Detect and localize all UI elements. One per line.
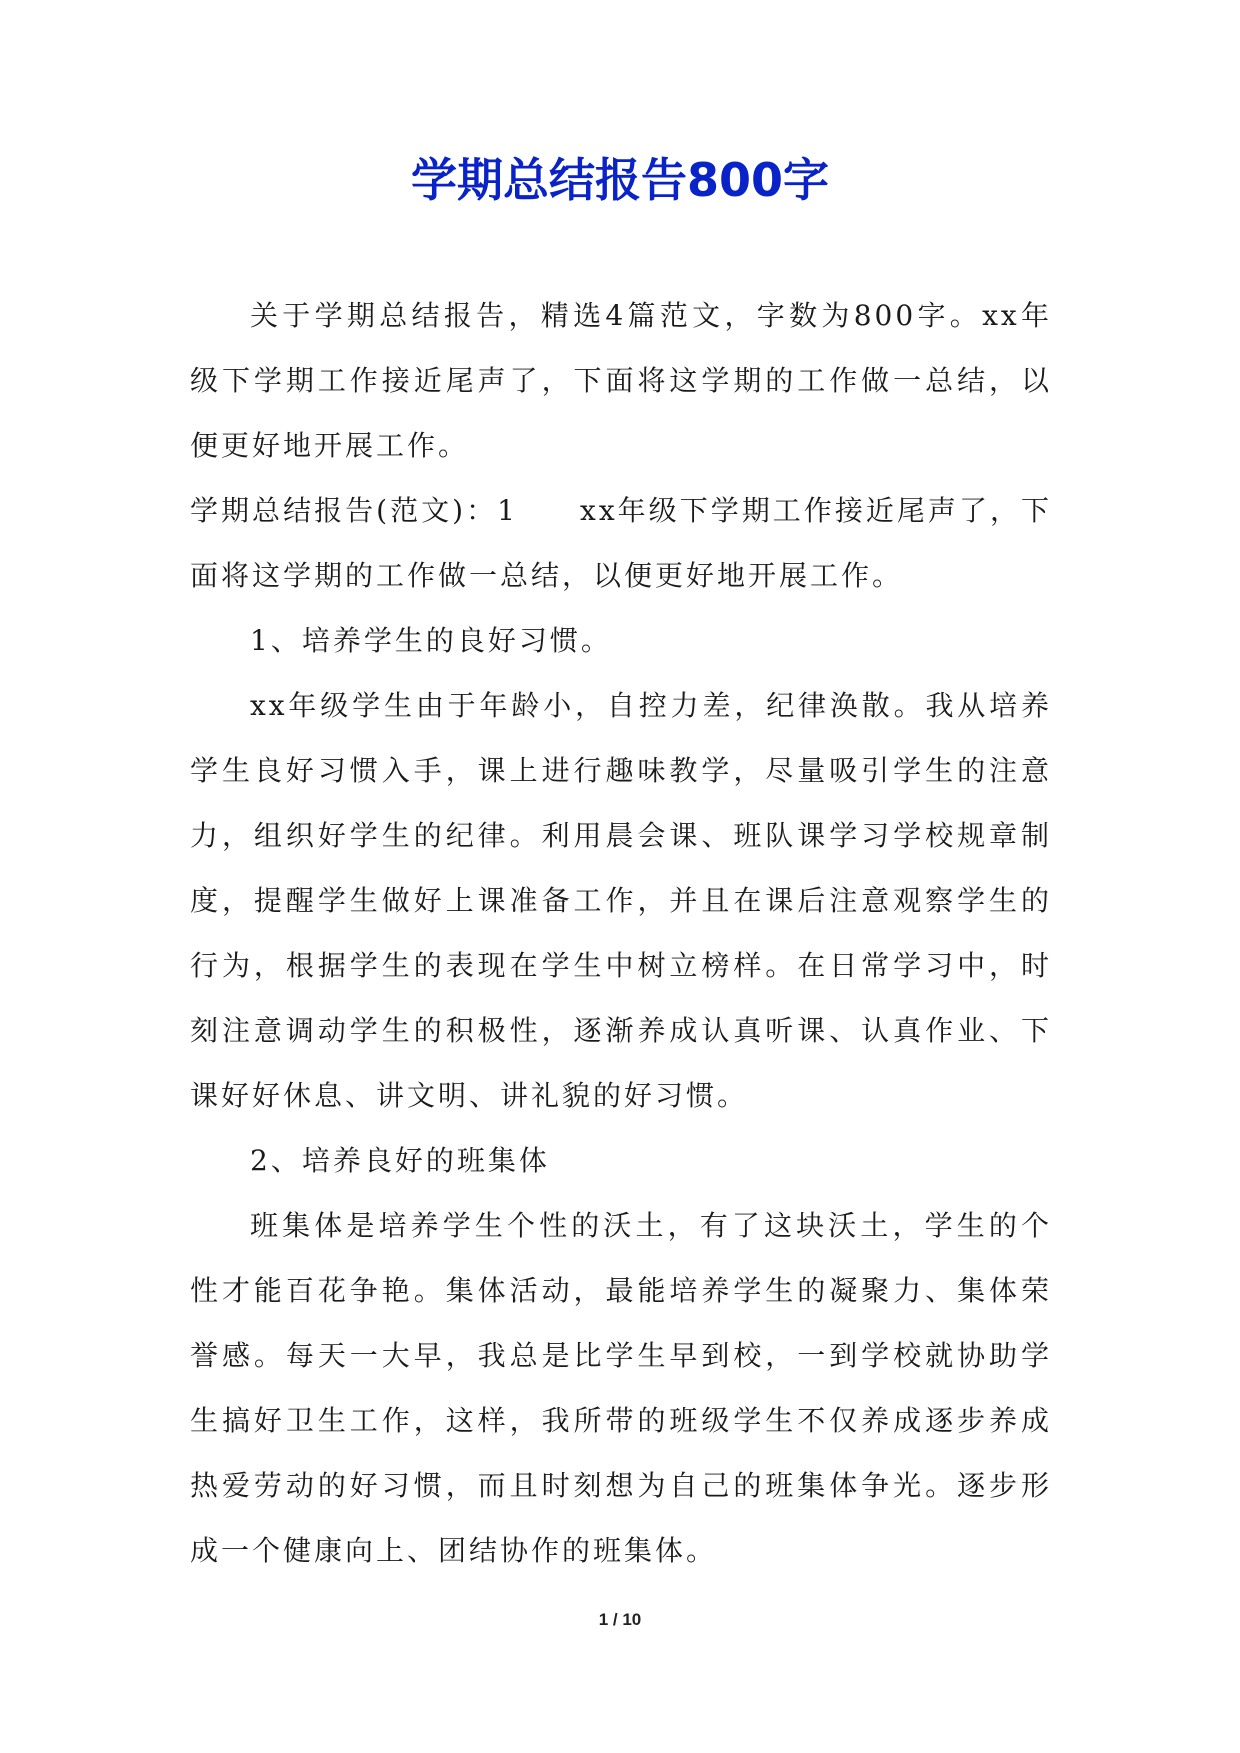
document-body — [190, 283, 1052, 1583]
sample-heading-paragraph: 学期总结报告(范文)：1 xx年级下学期工作接近尾声了，下面将这学期的工作做一总结，以便更好地开展工作。 — [190, 494, 1052, 592]
section-paragraph-2: 班集体是培养学生个性的沃土，有了这块沃土，学生的个性才能百花争艳。集体活动，最能培养学生的凝聚力、集体荣誉感。每天一大早，我总是比学生早到校，一到学校就协助学生搞好卫生工作，这样，我所带的班级学生不仅养成逐步养成热爱劳动的好习惯，而且时刻想为自己的班集体争光。逐步形成一个健康向上、团结协作的班集体。 — [190, 1209, 1052, 1567]
intro-paragraph: 关于学期总结报告，精选4篇范文，字数为800字。xx年级下学期工作接近尾声了，下面将这学期的工作做一总结，以便更好地开展工作。 — [190, 299, 1052, 462]
section-heading-1: 1、培养学生的良好习惯。 — [250, 624, 612, 657]
page-title: 学期总结报告800字 — [410, 153, 830, 207]
section-paragraph-1: xx年级学生由于年龄小，自控力差，纪律涣散。我从培养学生良好习惯入手，课上进行趣味教学，尽量吸引学生的注意力，组织好学生的纪律。利用晨会课、班队课学习学校规章制度，提醒学生做好上课准备工作，并且在课后注意观察学生的行为，根据学生的表现在学生中树立榜样。在日常学习中，时刻注意调动学生的积极性，逐渐养成认真听课、认真作业、下课好好休息、讲文明、讲礼貌的好习惯。 — [190, 689, 1052, 1112]
section-heading-2: 2、培养良好的班集体 — [250, 1144, 550, 1177]
page-number: 1 / 10 — [598, 1610, 642, 1629]
